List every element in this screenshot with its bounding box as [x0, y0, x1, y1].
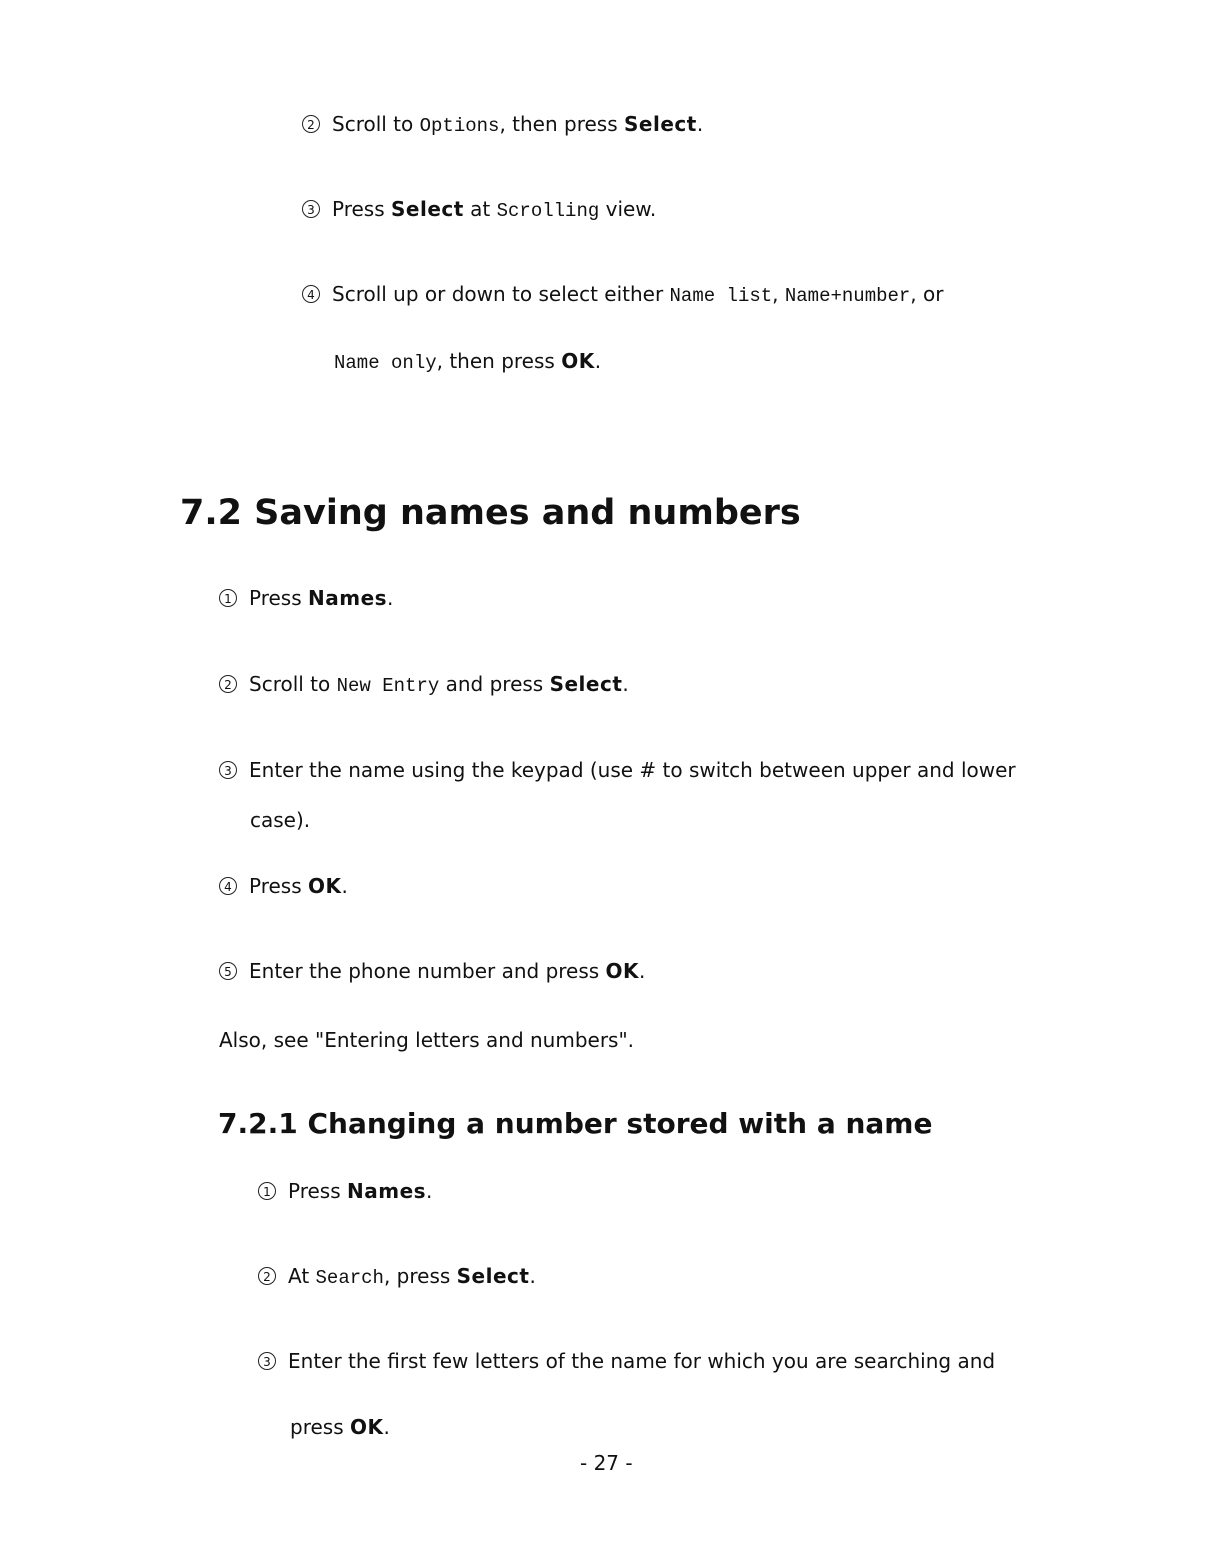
- step-number: 2: [219, 675, 237, 693]
- step-number: 2: [258, 1267, 276, 1285]
- step-number: 1: [258, 1182, 276, 1200]
- step-number: 4: [302, 285, 320, 303]
- step-continuation: Name only, then press OK.: [334, 349, 602, 374]
- step-number: 2: [302, 115, 320, 133]
- page-number: - 27 -: [580, 1451, 633, 1475]
- step-number: 1: [219, 589, 237, 607]
- step-number: 3: [258, 1352, 276, 1370]
- step-select-view: 4 Scroll up or down to select either Name list, Name+number, or: [302, 284, 943, 306]
- step-press-names: 1 Press Names.: [258, 1181, 432, 1201]
- step-number: 4: [219, 877, 237, 895]
- step-scroll-options: 2 Scroll to Options, then press Select.: [302, 114, 703, 136]
- step-number: 5: [219, 962, 237, 980]
- section-heading: 7.2 Saving names and numbers: [180, 493, 801, 533]
- step-select-scrolling: 3 Press Select at Scrolling view.: [302, 199, 656, 221]
- step-continuation: press OK.: [290, 1415, 390, 1439]
- see-also-note: Also, see "Entering letters and numbers".: [219, 1028, 635, 1052]
- step-enter-name: 3 Enter the name using the keypad (use # to switch between upper and lower: [219, 760, 1016, 780]
- step-press-names: 1 Press Names.: [219, 588, 393, 608]
- step-new-entry: 2 Scroll to New Entry and press Select.: [219, 674, 629, 696]
- step-at-search: 2 At Search, press Select.: [258, 1266, 536, 1288]
- step-press-ok: 4 Press OK.: [219, 876, 348, 896]
- step-number: 3: [219, 761, 237, 779]
- step-number: 3: [302, 200, 320, 218]
- step-continuation: case).: [250, 808, 311, 832]
- step-enter-letters: 3 Enter the first few letters of the name for which you are searching and: [258, 1351, 995, 1371]
- step-enter-phone: 5 Enter the phone number and press OK.: [219, 961, 645, 981]
- subsection-heading: 7.2.1 Changing a number stored with a name: [218, 1107, 933, 1140]
